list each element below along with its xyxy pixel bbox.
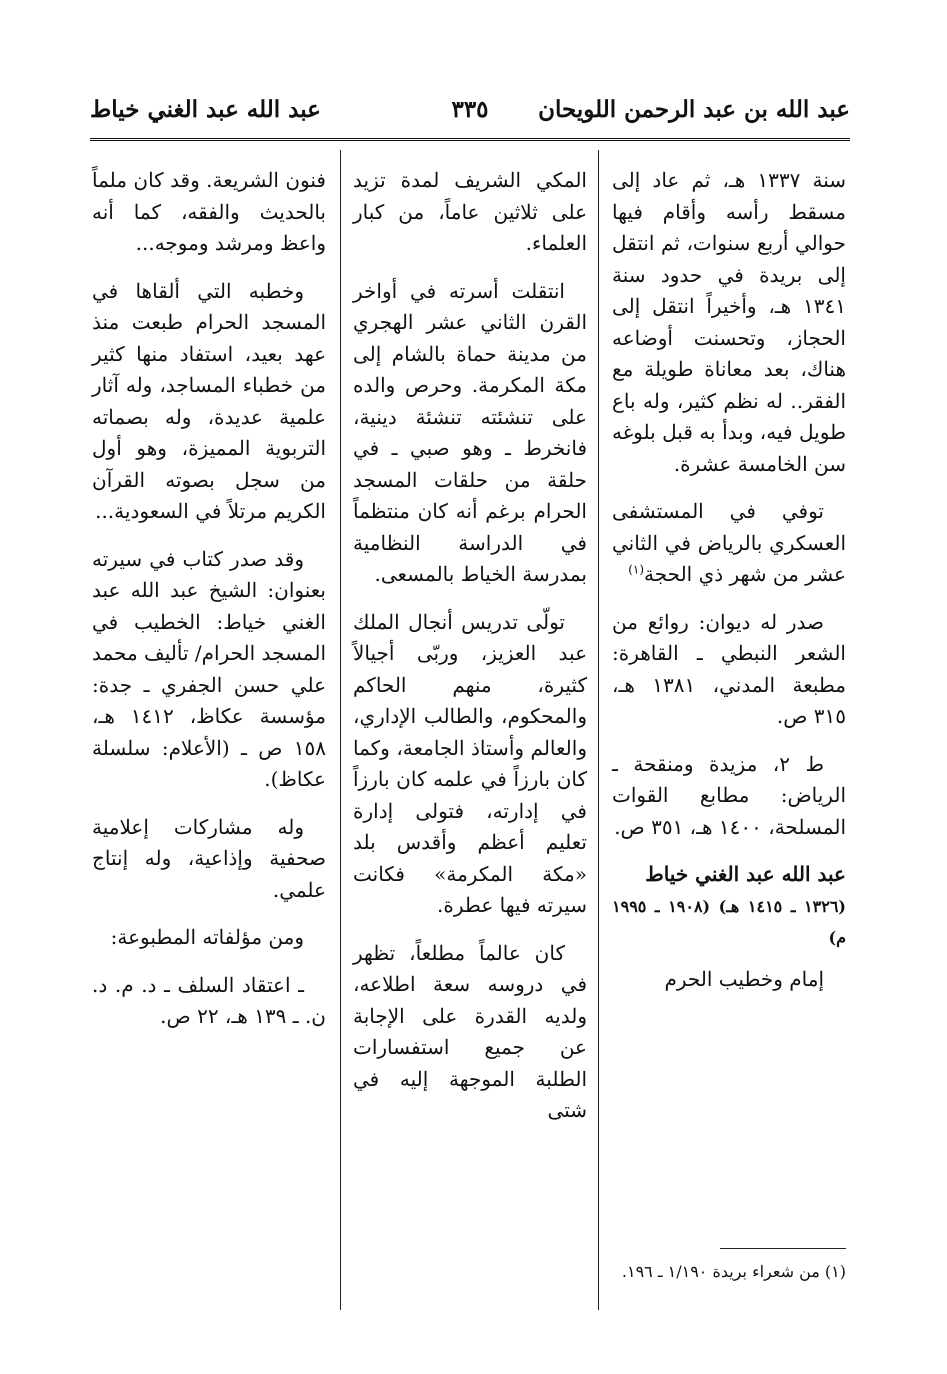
paragraph [612,496,846,591]
column-middle [353,165,587,1143]
paragraph: تولّى تدريس أنجال الملك عبد العزيز، وربّى أجيالاً كثيرة، منهم الحاكم والمحكوم، والطالب الإداري، والعالم وأستاذ الجامعة، وكما كان بارزاً في علمه كان بارزاً في إدارته، فتولى إدارة تعليم أعظم وأقدس بلد «مكة المكرمة» فكانت سيرته فيها عطرة. [353,609,587,917]
column-divider [598,150,599,1310]
entry-heading: عبد الله عبد الغني خياط [645,862,846,886]
header-rule [90,138,850,141]
paragraph: ط ٢، مزيدة ومنقحة ـ الرياض: مطابع القوات المسلحة، ١٤٠٠ هـ، ٣٥١ ص. [612,751,846,839]
footnote: (١) من شعراء بريدة ١/١٩٠ ـ ١٩٦. [621,1262,846,1281]
paragraph: وخطبه التي ألقاها في المسجد الحرام طبعت منذ عهد بعيد، استفاد منها كثير من خطباء المساجد، وله آثار علمية عديدة، وله بصماته التربوية المميزة، وهو أول من سجل بصوته القرآن الكريم مرتلاً في السعودية... [92,278,326,523]
paragraph: انتقلت أسرته في أواخر القرن الثاني عشر الهجري من مدينة حماة بالشام إلى مكة المكرمة. وحرص والده على تنشئته تنشئة دينية، فانخرط ـ وهو صبي ـ في حلقة من حلقات المسجد الحرام برغم أنه كان منتظماً في الدراسة النظامية بمدرسة الخياط بالمسعى. [353,278,587,586]
running-header [90,96,850,136]
header-entry-title-left: عبد الله عبد الغني خياط [90,96,321,123]
paragraph: وقد صدر كتاب في سيرته بعنوان: الشيخ عبد الله عبد الغني خياط: الخطيب في المسجد الحرام/ تأليف محمد علي حسن الجفري ـ جدة: مؤسسة عكاظ، ١٤١٢ هـ، ١٥٨ ص ـ (الأعلام: سلسلة عكاظ). [92,546,327,791]
paragraph: فنون الشريعة. وقد كان ملماً بالحديث والفقه، كما أنه واعظ ومرشد وموجه... [92,168,326,255]
paragraph: صدر له ديوان: روائع من الشعر النبطي ـ القاهرة: مطبعة المدني، ١٣٨١ هـ، ٣١٥ ص. [612,609,846,728]
paragraph: سنة ١٣٣٧ هـ، ثم عاد إلى مسقط رأسه وأقام فيها حوالي أربع سنوات، ثم انتقل إلى بريدة في حدود سنة ١٣٤١ هـ، وأخيراً انتقل إلى الحجاز، وتحسنت أوضاعه هناك، بعد معاناة طويلة مع الفقر.. له نظم كثير، وله باع طويل فيه، وبدأ به قبل بلوغه سن الخامسة عشرة. [612,168,847,476]
paragraph: إمام وخطيب الحرم [664,966,824,991]
paragraph: كان عالماً مطلعاً، تظهر في دروسه سعة اطلاعه، ولديه القدرة على الإجابة عن جميع استفسارات الطلبة الموجهة إليه في شتى [353,940,587,1122]
entry-dates: (١٣٢٦ ـ ١٤١٥ هـ) (١٩٠٨ ـ ١٩٩٥ م) [612,896,846,947]
column-divider [340,150,341,1310]
paragraph: وله مشاركات إعلامية صحفية وإذاعية، وله إنتاج علمي. [92,814,326,902]
paragraph: المكي الشريف لمدة تزيد على ثلاثين عاماً، من كبار العلماء. [353,168,587,255]
column-right [612,165,846,1011]
paragraph-text: توفي في المستشفى العسكري بالرياض في الثاني عشر من شهر ذي الحجة [612,499,846,586]
list-item: ـ اعتقاد السلف ـ د. م. د. ن. ـ ١٣٩ هـ، ٢٢ ص. [92,972,326,1028]
column-left [92,165,326,1049]
page-number: ٣٣٥ [451,96,489,123]
footnote-marker: (١) [628,562,645,577]
header-entry-title-right: عبد الله بن عبد الرحمن اللويحان [538,96,850,123]
footnote-rule [720,1248,846,1249]
paragraph: ومن مؤلفاته المطبوعة: [110,925,304,949]
